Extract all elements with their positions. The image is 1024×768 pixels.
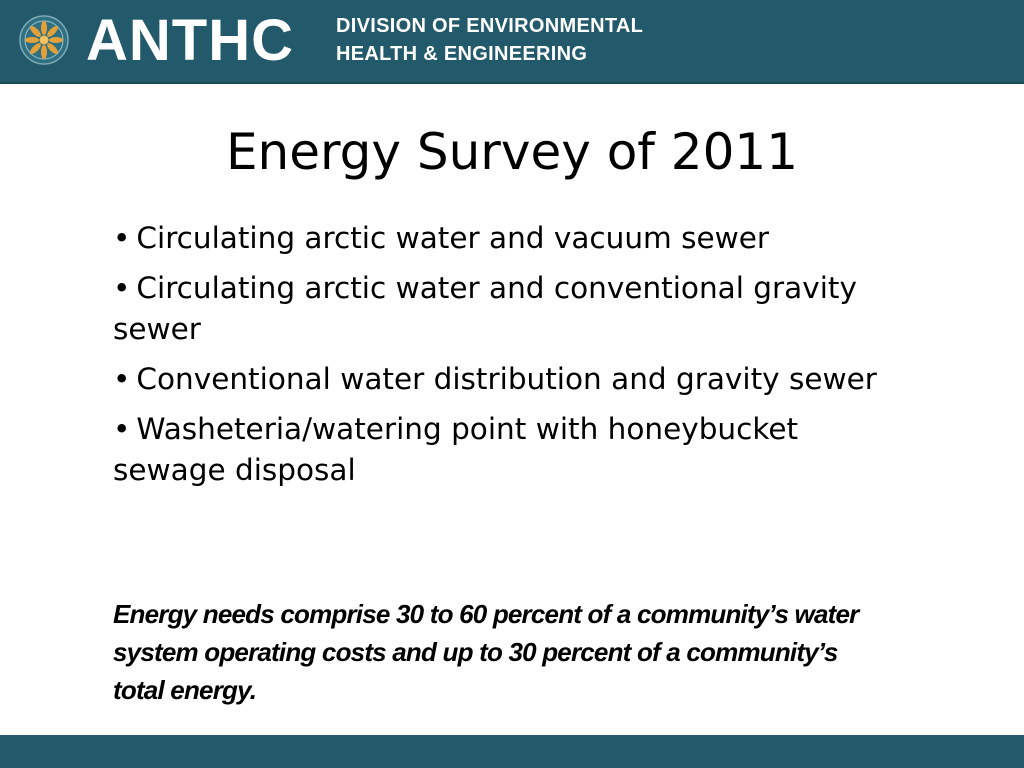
- bullet-text: Washeteria/watering point with honeybucket sewage disposal: [113, 412, 799, 487]
- bullet-marker: •: [113, 221, 131, 255]
- bullet-item: [113, 409, 913, 491]
- seal-icon: [19, 15, 69, 65]
- bullet-item: [113, 359, 913, 400]
- org-logo-text: ANTHC: [86, 8, 294, 73]
- footer-bar: [0, 735, 1024, 768]
- bullet-item: [113, 268, 913, 350]
- bullet-marker: •: [113, 412, 131, 446]
- bullet-item: [113, 218, 913, 259]
- bullet-marker: •: [113, 271, 131, 305]
- bullet-marker: •: [113, 362, 131, 396]
- division-line-2: HEALTH & ENGINEERING: [336, 43, 588, 65]
- division-name: [336, 12, 643, 68]
- energy-note: Energy needs comprise 30 to 60 percent of a community’s water system operating costs and up to 30 percent of a community’s total energy.: [113, 599, 859, 705]
- header-bar: [0, 0, 1024, 84]
- bullet-list: [113, 218, 913, 500]
- division-line-1: DIVISION OF ENVIRONMENTAL: [336, 15, 644, 37]
- bullet-text: Circulating arctic water and vacuum sewer: [136, 221, 770, 255]
- slide-title: Energy Survey of 2011: [225, 123, 799, 181]
- bullet-text: Conventional water distribution and gravity sewer: [136, 362, 877, 396]
- bullet-text: Circulating arctic water and conventional gravity sewer: [113, 271, 857, 346]
